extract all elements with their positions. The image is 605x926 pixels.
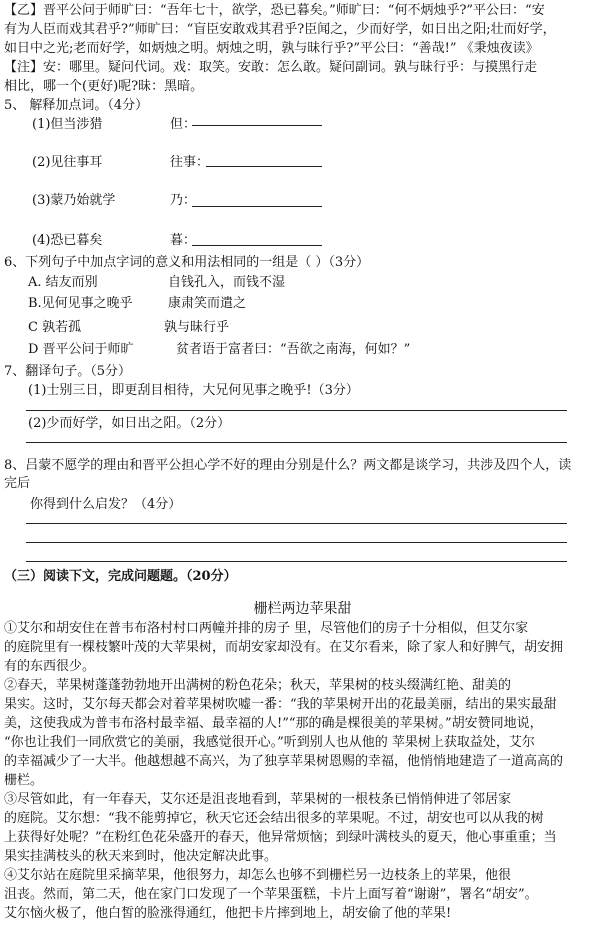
story-line: 上获得好处呢？”在粉红色花朵盛开的春天，他异常烦恼；到绿叶满枝头的夏天，他心事重重；当 — [4, 830, 557, 845]
q5-word: 但： — [170, 117, 197, 132]
story-line: 果实挂满枝头的秋天来到时，他决定解决此事。 — [4, 849, 278, 864]
q6-option-right: 康肃笑而遣之 — [168, 296, 247, 311]
q5-phrase: (4)恐已暮矣 — [32, 233, 103, 248]
note-line: 相比，哪一个(更好)呢?昧：黑暗。 — [4, 79, 204, 94]
q6-option-right: 孰与昧行乎 — [164, 320, 230, 335]
q6-option-left: C 孰若孤 — [28, 320, 82, 335]
question-stem: 6、下列句子中加点字词的意义和用法相同的一组是（ ）（3分） — [4, 255, 370, 270]
passage-line: 【乙】晋平公问于师旷曰：“吾年七十，欲学，恐已暮矣。”师旷曰：“何不炳烛乎?”平公曰：“安 — [4, 3, 545, 18]
story-line: ④艾尔站在庭院里采摘苹果，他很努力，却怎么也够不到栅栏另一边枝条上的苹果，他很 — [4, 868, 512, 883]
story-line: 的幸福减少了一大半。他越想越不高兴，为了独享苹果树恩赐的幸福，他悄悄地建造了一道高高的 — [4, 754, 564, 769]
question-stem: 8、吕蒙不愿学的理由和晋平公担心学不好的理由分别是什么？两文都是谈学习，共涉及四个人，读 — [4, 458, 572, 473]
passage-line: 有为人臣而戏其君乎?”师旷曰：“盲臣安敢戏其君乎?臣闻之，少而好学，如日出之阳;壮而好学， — [4, 22, 556, 37]
q6-option-left: B.见何见事之晚乎 — [28, 296, 133, 311]
story-line: 美，这使我成为普韦布洛村最幸福、最幸福的人!”“那的确是棵很美的苹果树。”胡安赞同地说， — [4, 716, 543, 731]
note-line: 【注】安：哪里。疑问代词。戏：取笑。安敢：怎么敢。疑问副词。孰与昧行乎：与摸黑行走 — [4, 60, 538, 75]
story-line: 果实。这时，艾尔每天都会对着苹果树吹嘘一番：“我的苹果树开出的花最美丽，结出的果实最甜 — [4, 697, 557, 712]
q7-item: (2)少而好学，如日出之阳。（2分） — [28, 416, 231, 431]
story-line: 有的东西很少。 — [4, 659, 96, 674]
story-line: ②春天，苹果树蓬蓬勃勃地开出满树的粉色花朵；秋天，苹果树的枝头缀满红艳、甜美的 — [4, 678, 512, 693]
story-line: ③尽管如此，有一年春天，艾尔还是沮丧地看到，苹果树的一根枝条已悄悄伸进了邻居家 — [4, 792, 512, 807]
story-line: 栅栏。 — [4, 773, 44, 788]
q5-phrase: (2)见往事耳 — [32, 155, 103, 170]
q7-item: (1)士别三日，即更刮目相待，大兄何见事之晚乎!（3分） — [28, 383, 359, 398]
story-line: 沮丧。然而，第二天，他在家门口发现了一个苹果蛋糕，卡片上面写着“谢谢”，署名“胡安”。 — [4, 887, 538, 902]
question-stem: 5、 解释加点词。（4分） — [4, 98, 149, 113]
question-stem: 完后 — [4, 476, 31, 491]
story-line: ①艾尔和胡安住在普韦布洛村村口两幢并排的房子 里，尽管他们的房子十分相似，但艾尔家 — [4, 621, 529, 636]
story-line: 艾尔恼火极了，他白皙的脸涨得通红，他把卡片摔到地上，胡安偷了他的苹果! — [4, 906, 452, 921]
story-line: 的庭院。艾尔想：“我不能剪掉它，秋天它还会结出很多的苹果呢。不过，胡安也可以从我的树 — [4, 811, 544, 826]
q8-sub: 你得到什么启发？（4分） — [30, 497, 182, 512]
q6-option-left: D 晋平公问于师旷 — [28, 342, 134, 357]
question-stem: 7、翻译句子。（5分） — [4, 364, 132, 379]
story-line: 的庭院里有一棵枝繁叶茂的大苹果树，而胡安家却没有。在艾尔看来，除了家人和好脾气，胡安拥 — [4, 640, 564, 655]
q6-option-right: 自钱孔入，而钱不湿 — [168, 275, 286, 290]
passage-line: 如日中之光;老而好学，如炳烛之明。炳烛之明，孰与昧行乎?”平公曰：“善哉!” 《秉烛夜读》 — [4, 41, 539, 56]
section-heading: （三）阅读下文，完成问题题。（20分） — [4, 569, 237, 584]
q6-option-right: 贫者语于富者曰：“吾欲之南海，何如？” — [176, 342, 411, 357]
q5-word: 暮： — [170, 233, 197, 248]
story-title: 栅栏两边苹果甜 — [253, 601, 352, 617]
q6-option-left: A. 结友而别 — [28, 275, 98, 290]
q5-phrase: (3)蒙乃始就学 — [32, 193, 116, 208]
q5-word: 往事： — [170, 155, 210, 170]
story-line: “你也让我们一同欣赏它的美丽，我感觉很开心。”听到别人也从他的 苹果树上获取益处，艾尔 — [4, 735, 535, 750]
q5-word: 乃： — [170, 193, 197, 208]
q5-phrase: (1)但当涉猎 — [32, 117, 103, 132]
